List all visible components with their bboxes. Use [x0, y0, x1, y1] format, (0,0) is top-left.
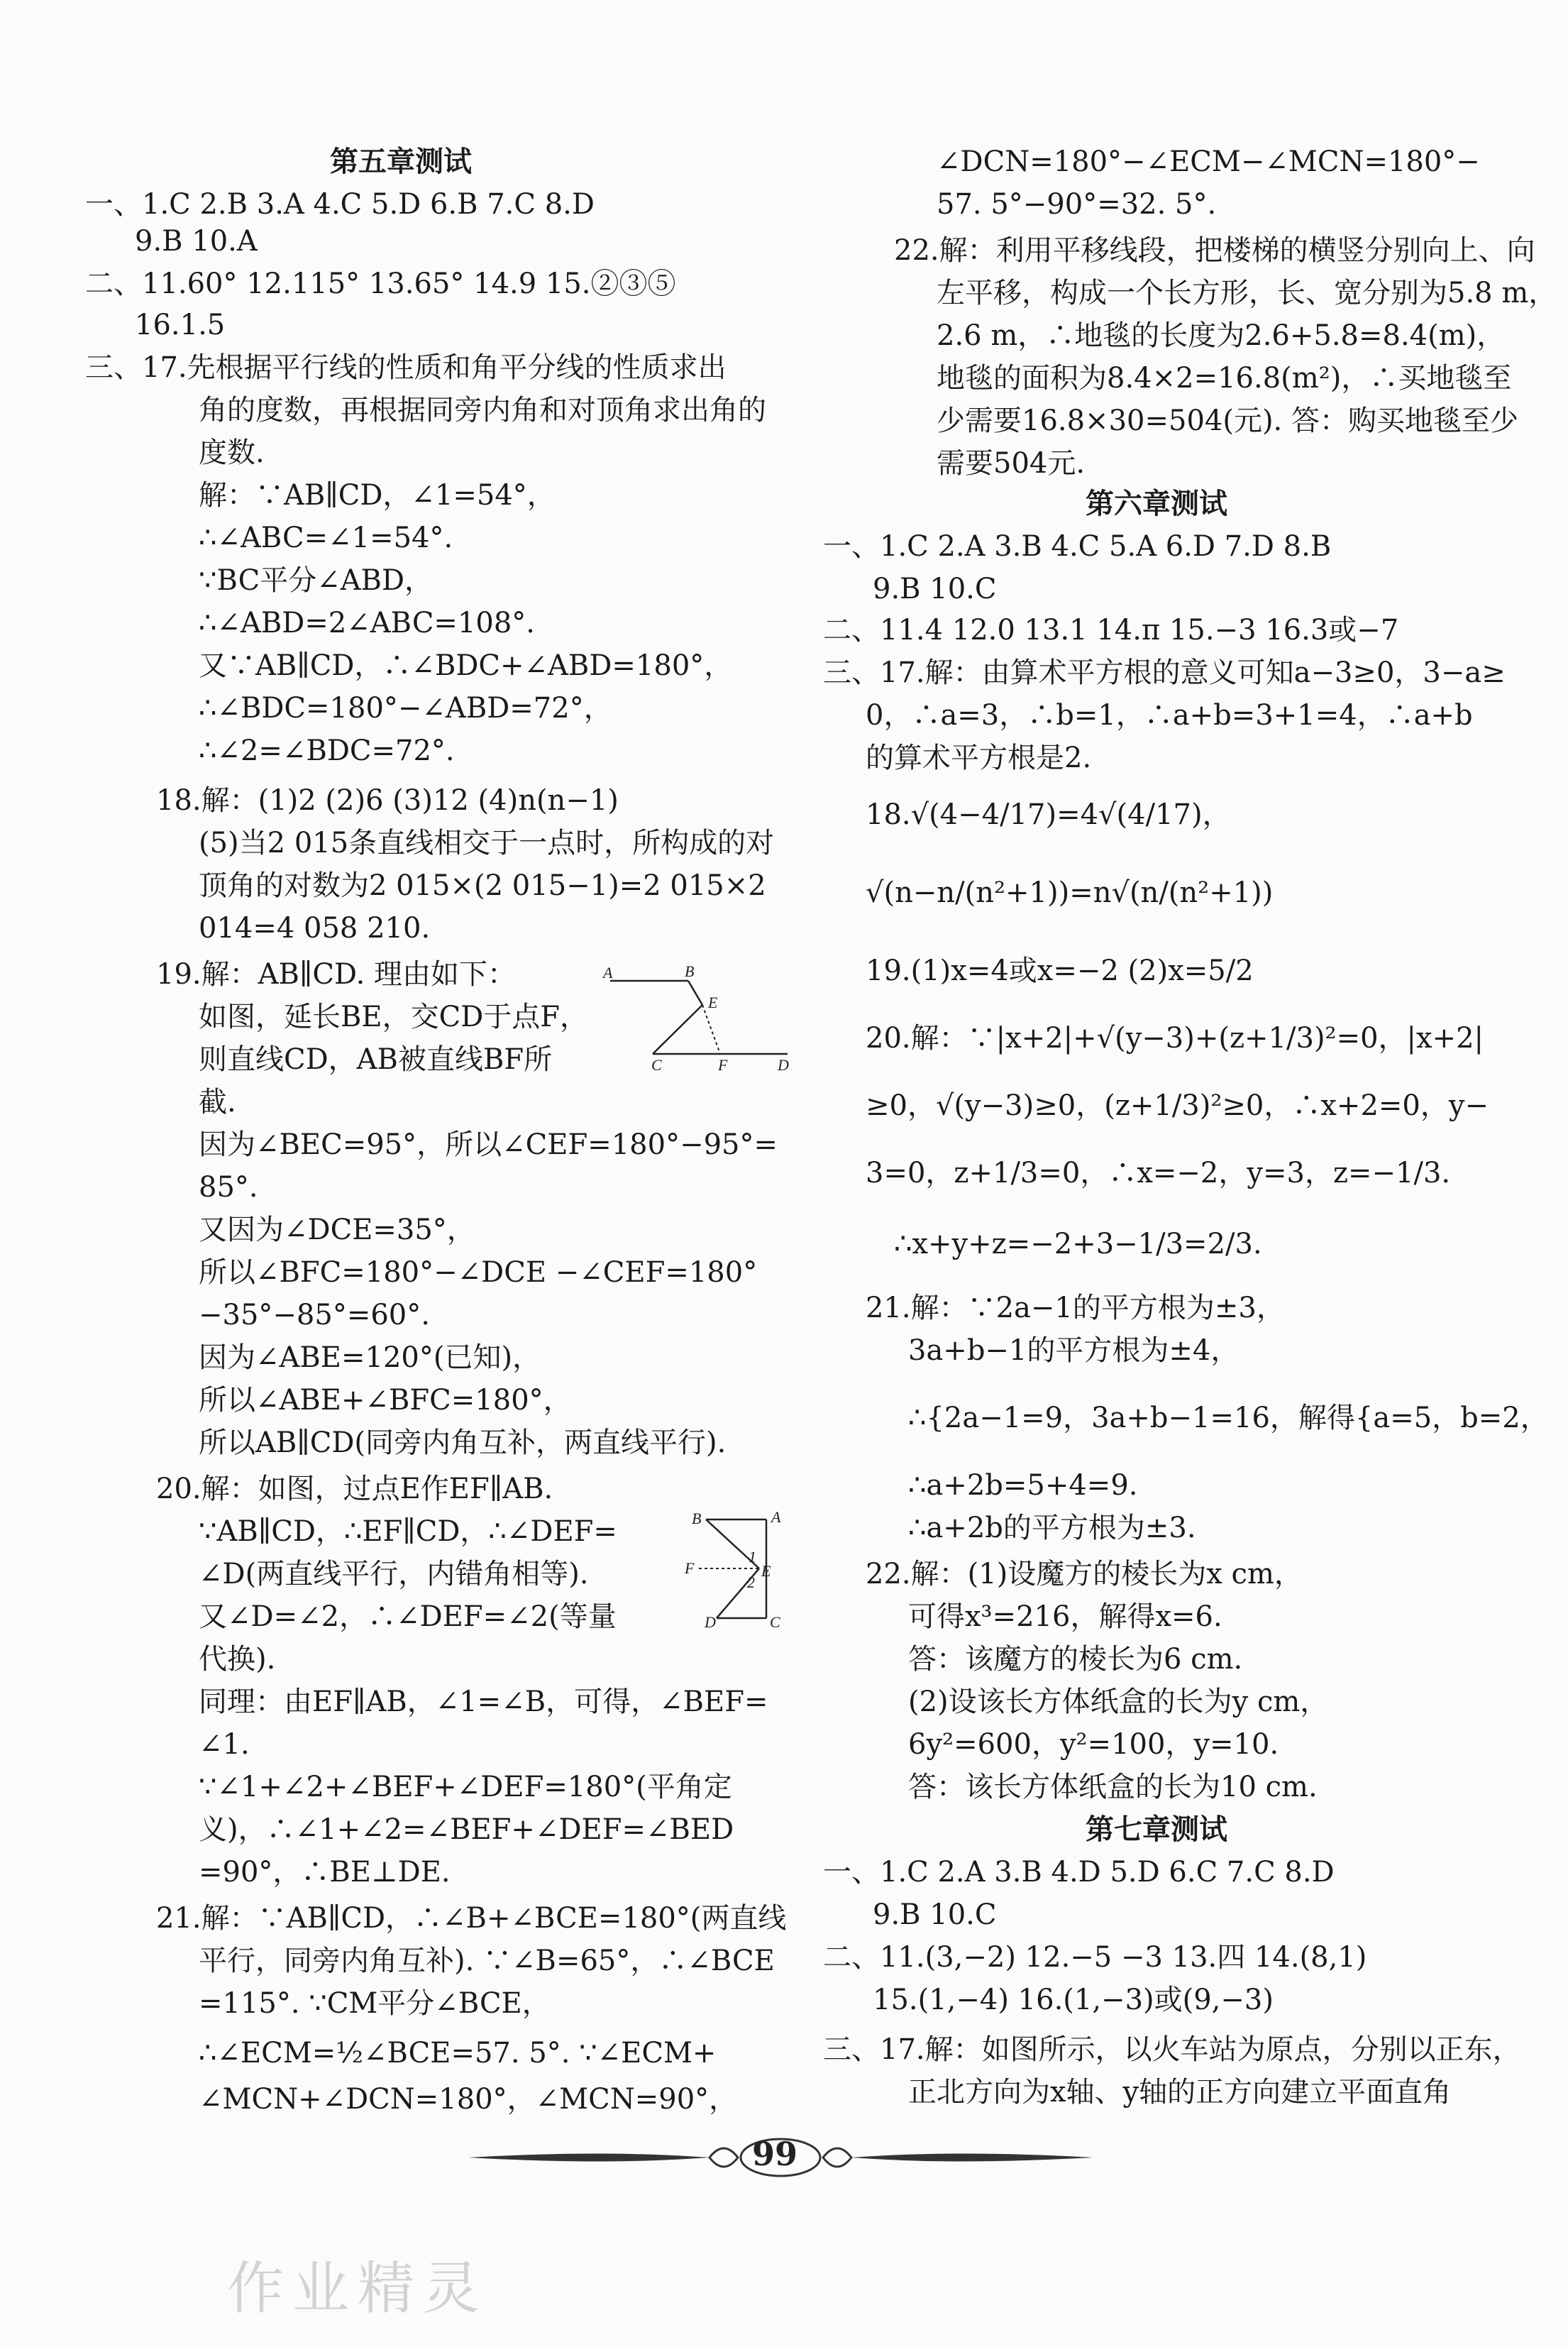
- figure-19: [596, 965, 802, 1072]
- answer-line: 代换).: [199, 1643, 276, 1676]
- answer-line: 因为∠BEC=95°，所以∠CEF=180°−95°=: [199, 1128, 778, 1161]
- answer-line: 一、1.C 2.A 3.B 4.C 5.A 6.D 7.D 8.B: [823, 530, 1332, 563]
- answer-line: 需要504元.: [937, 447, 1086, 480]
- answer-line: 21.解：∵2a−1的平方根为±3，: [866, 1292, 1285, 1324]
- answer-line: 度数.: [199, 436, 265, 469]
- fig19-label-f: F: [718, 1056, 728, 1072]
- answer-line: 一、1.C 2.A 3.B 4.D 5.D 6.C 7.C 8.D: [823, 1856, 1335, 1889]
- answer-line: 014=4 058 210.: [199, 912, 431, 945]
- answer-line: ∠D(两直线平行，内错角相等).: [199, 1558, 589, 1590]
- answer-line: 9.B 10.C: [873, 573, 997, 605]
- page-number: 99: [751, 2135, 797, 2173]
- answer-line: −35°−85°=60°.: [199, 1299, 430, 1331]
- fig20-label-2: 2: [747, 1573, 755, 1591]
- answer-line: =115°. ∵CM平分∠BCE，: [199, 1987, 551, 2020]
- answer-line: 三、17.解：如图所示，以火车站为原点，分别以正东，: [823, 2033, 1521, 2066]
- fig20-label-a: A: [771, 1508, 781, 1526]
- answer-line: (2)设该长方体纸盒的长为y cm，: [908, 1686, 1329, 1718]
- answer-line: 可得x³=216，解得x=6.: [908, 1600, 1222, 1633]
- section-heading: 第六章测试: [1086, 488, 1227, 520]
- watermark: 作业精灵: [227, 2255, 488, 2321]
- answer-line: ∴x+y+z=−2+3−1/3=2/3.: [894, 1228, 1262, 1260]
- answer-line: 正北方向为x轴、y轴的正方向建立平面直角: [908, 2076, 1452, 2109]
- answer-line: 义)，∴∠1+∠2=∠BEF+∠DEF=∠BED: [199, 1813, 734, 1846]
- answer-line: 同理：由EF∥AB，∠1=∠B，可得，∠BEF=: [199, 1686, 768, 1718]
- answer-line: 6y²=600，y²=100，y=10.: [908, 1728, 1279, 1761]
- answer-line: 57. 5°−90°=32. 5°.: [937, 188, 1217, 221]
- answer-line: 19.(1)x=4或x=−2 (2)x=5/2: [866, 955, 1254, 987]
- answer-line: 因为∠ABE=120°(已知)，: [199, 1341, 541, 1374]
- answer-line: 0，∴a=3，∴b=1，∴a+b=3+1=4，∴a+b: [866, 699, 1473, 732]
- answer-line: 9.B 10.C: [873, 1898, 997, 1931]
- answer-line: ∴∠ECM=½∠BCE=57. 5°. ∵∠ECM+: [199, 2037, 717, 2070]
- answer-line: 则直线CD，AB被直线BF所: [199, 1043, 553, 1076]
- answer-line: 2.6 m，∴地毯的长度为2.6+5.8=8.4(m)，: [937, 319, 1506, 352]
- answer-line: ∴{2a−1=9，3a+b−1=16，解得{a=5，b=2，: [908, 1402, 1549, 1434]
- answer-line: 顶角的对数为2 015×(2 015−1)=2 015×2: [199, 869, 766, 902]
- answer-line: 二、11.4 12.0 13.1 14.π 15.−3 16.3或−7: [823, 614, 1399, 647]
- answer-line: 三、17.先根据平行线的性质和角平分线的性质求出: [85, 351, 727, 384]
- answer-line: (5)当2 015条直线相交于一点时，所构成的对: [199, 827, 775, 859]
- answer-line: 的算术平方根是2.: [866, 742, 1092, 774]
- answer-line: 三、17.解：由算术平方根的意义可知a−3≥0，3−a≥: [823, 656, 1506, 689]
- answer-line: 所以∠BFC=180°−∠DCE −∠CEF=180°: [199, 1256, 758, 1289]
- answer-line: 二、11.60° 12.115° 13.65° 14.9 15.②③⑤: [85, 268, 676, 300]
- answer-line: ∵BC平分∠ABD，: [199, 564, 434, 597]
- answer-line: 少需要16.8×30=504(元). 答：购买地毯至少: [937, 405, 1518, 437]
- answer-line: 答：该魔方的棱长为6 cm.: [908, 1643, 1243, 1676]
- answer-line: 21.解：∵AB∥CD，∴∠B+∠BCE=180°(两直线: [156, 1902, 787, 1935]
- answer-line: 答：该长方体纸盒的长为10 cm.: [908, 1771, 1318, 1803]
- answer-line: 所以AB∥CD(同旁内角互补，两直线平行).: [199, 1427, 727, 1459]
- fig20-label-1: 1: [749, 1548, 756, 1566]
- fig20-label-c: C: [770, 1613, 780, 1629]
- fig20-label-e: E: [761, 1562, 771, 1580]
- answer-line: 又∵AB∥CD，∴∠BDC+∠ABD=180°，: [199, 649, 733, 682]
- answer-line: =90°，∴BE⊥DE.: [199, 1856, 451, 1889]
- fig19-label-c: C: [651, 1056, 662, 1072]
- answer-line: 角的度数，再根据同旁内角和对顶角求出角的: [199, 394, 766, 427]
- answer-line: 22.解：(1)设魔方的棱长为x cm，: [866, 1558, 1303, 1590]
- answer-line: 左平移，构成一个长方形，长、宽分别为5.8 m，: [937, 277, 1557, 309]
- answer-line: 20.解：∵|x+2|+√(y−3)+(z+1/3)²=0，|x+2|: [866, 1022, 1484, 1055]
- answer-line: ∠DCN=180°−∠ECM−∠MCN=180°−: [937, 145, 1480, 178]
- answer-line: ∵AB∥CD，∴EF∥CD，∴∠DEF=: [199, 1515, 617, 1548]
- answer-line: √(n−n/(n²+1))=n√(n/(n²+1)): [866, 876, 1274, 909]
- answer-line: 16.1.5: [135, 309, 226, 341]
- answer-line: 地毯的面积为8.4×2=16.8(m²)，∴买地毯至: [937, 362, 1512, 395]
- answer-line: 20.解：如图，过点E作EF∥AB.: [156, 1473, 553, 1505]
- answer-line: 又∠D=∠2，∴∠DEF=∠2(等量: [199, 1600, 617, 1633]
- answer-line: ∠MCN+∠DCN=180°，∠MCN=90°，: [199, 2083, 738, 2116]
- answer-line: ∴a+2b的平方根为±3.: [908, 1512, 1196, 1544]
- answer-line: ∴∠2=∠BDC=72°.: [199, 735, 455, 767]
- answer-line: 一、1.C 2.B 3.A 4.C 5.D 6.B 7.C 8.D: [85, 188, 595, 221]
- fig20-label-b: B: [692, 1510, 702, 1527]
- answer-line: 18.解：(1)2 (2)6 (3)12 (4)n(n−1): [156, 784, 619, 817]
- fig19-label-d: D: [778, 1056, 789, 1072]
- answer-line: 9.B 10.A: [135, 225, 258, 258]
- answer-line: 截.: [199, 1086, 236, 1118]
- answer-line: ∴∠BDC=180°−∠ABD=72°，: [199, 692, 612, 725]
- answer-line: ∴∠ABC=∠1=54°.: [199, 522, 453, 554]
- answer-line: 又因为∠DCE=35°，: [199, 1214, 475, 1246]
- answer-line: 15.(1,−4) 16.(1,−3)或(9,−3): [873, 1984, 1274, 2016]
- answer-line: 22.解：利用平移线段，把楼梯的横竖分别向上、向: [894, 234, 1535, 267]
- answer-line: 解：∵AB∥CD，∠1=54°，: [199, 479, 556, 512]
- answer-line: ≥0，√(y−3)≥0，(z+1/3)²≥0，∴x+2=0，y−: [866, 1089, 1489, 1122]
- section-heading: 第七章测试: [1086, 1813, 1227, 1846]
- answer-line: ∴a+2b=5+4=9.: [908, 1469, 1138, 1502]
- answer-line: 19.解：AB∥CD. 理由如下：: [156, 958, 517, 991]
- answer-line: ∴∠ABD=2∠ABC=108°.: [199, 607, 536, 639]
- section-heading: 第五章测试: [330, 145, 472, 178]
- fig20-label-f: F: [685, 1559, 695, 1577]
- answer-line: 所以∠ABE+∠BFC=180°，: [199, 1384, 572, 1417]
- fig20-label-d: D: [705, 1613, 716, 1629]
- figure-20: [678, 1508, 795, 1629]
- answer-line: 3=0，z+1/3=0，∴x=−2，y=3，z=−1/3.: [866, 1157, 1451, 1189]
- answer-line: 3a+b−1的平方根为±4，: [908, 1334, 1240, 1367]
- answer-line: 18.√(4−4/17)=4√(4/17)，: [866, 798, 1231, 831]
- answer-line: 85°.: [199, 1171, 258, 1204]
- fig19-label-e: E: [708, 994, 718, 1011]
- answer-line: ∠1.: [199, 1728, 250, 1761]
- fig19-label-a: A: [603, 965, 613, 982]
- fig19-label-b: B: [685, 965, 695, 980]
- answer-line: 平行，同旁内角互补). ∵∠B=65°，∴∠BCE: [199, 1945, 775, 1977]
- answer-line: ∵∠1+∠2+∠BEF+∠DEF=180°(平角定: [199, 1771, 732, 1803]
- answer-line: 二、11.(3,−2) 12.−5 −3 13.四 14.(8,1): [823, 1941, 1367, 1974]
- answer-line: 如图，延长BE，交CD于点F，: [199, 1001, 589, 1033]
